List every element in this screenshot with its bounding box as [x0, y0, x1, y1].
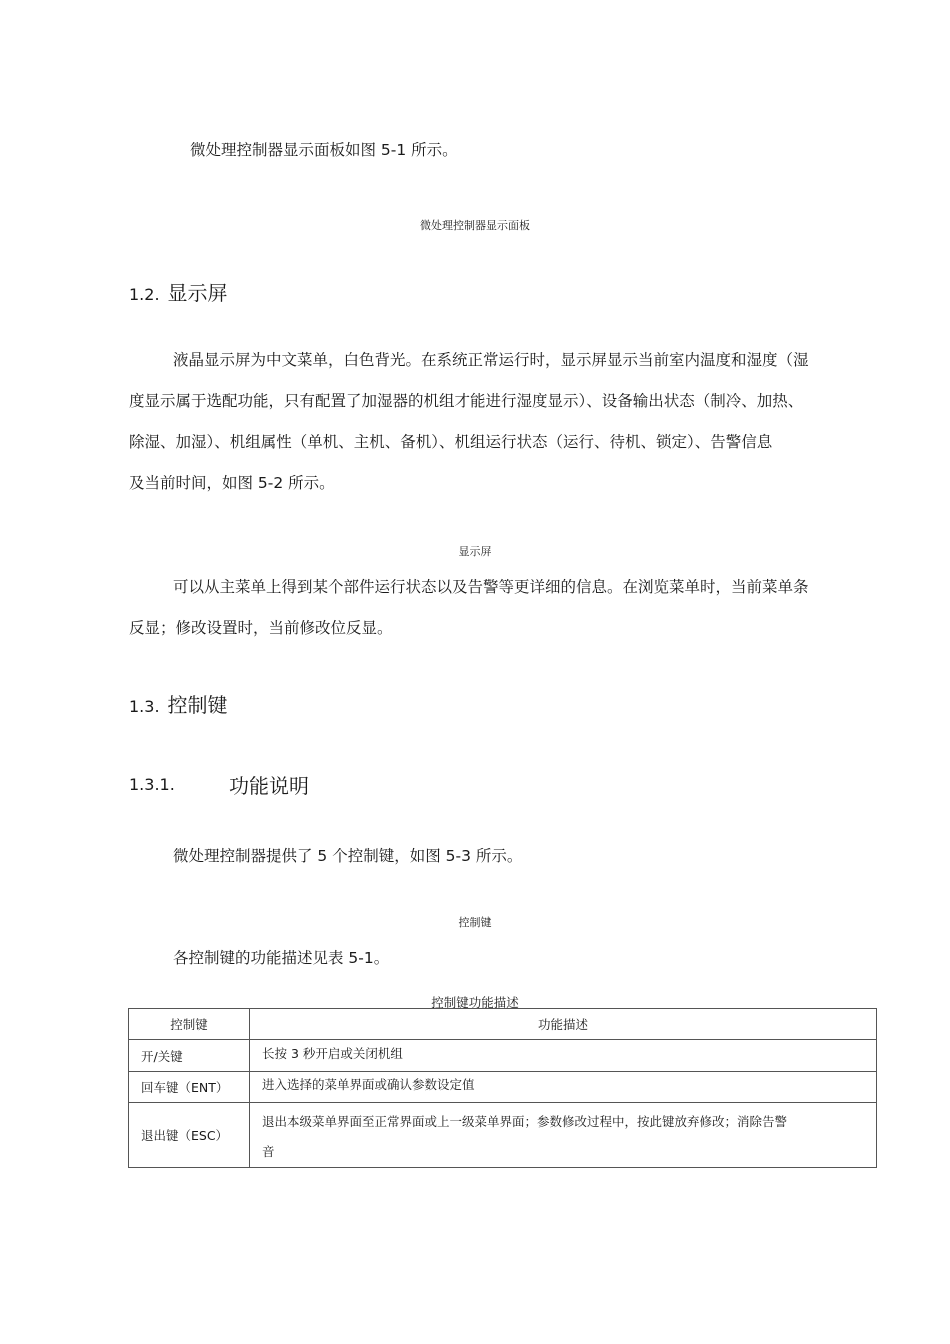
table-row — [129, 1103, 877, 1168]
table-cell-key: 退出键（ESC） — [129, 1103, 250, 1168]
table-reference-paragraph: 各控制键的功能描述见表 5-1。 — [173, 949, 390, 967]
table-row — [129, 1072, 877, 1103]
menu-paragraph — [129, 567, 889, 649]
subsection-title: 功能说明 — [229, 774, 309, 798]
table-cell-desc: 长按 3 秒开启或关闭机组 — [250, 1040, 877, 1072]
table-cell-key: 开/关键 — [129, 1040, 250, 1072]
section-title: 显示屏 — [167, 281, 228, 305]
paragraph-line: 及当前时间，如图 5-2 所示。 — [129, 474, 335, 492]
paragraph-line: 度显示属于选配功能，只有配置了加湿器的机组才能进行湿度显示）、设备输出状态（制冷、加热、 — [129, 392, 804, 410]
section-heading-display — [129, 277, 228, 306]
table-cell-key: 回车键（ENT） — [129, 1072, 250, 1103]
intro-paragraph: 微处理控制器显示面板如图 5-1 所示。 — [190, 141, 458, 159]
paragraph-line: 可以从主菜单上得到某个部件运行状态以及告警等更详细的信息。在浏览菜单时，当前菜单条 — [173, 578, 809, 596]
section-number: 1.2. — [129, 285, 160, 304]
desc-line: 音 — [262, 1144, 275, 1159]
subsection-number: 1.3.1. — [129, 775, 175, 794]
table-header-row — [129, 1009, 877, 1040]
figure-caption-keys: 控制键 — [458, 916, 492, 929]
figure-caption-screen: 显示屏 — [458, 545, 492, 558]
table-cell-desc — [250, 1103, 877, 1168]
table-caption: 控制键功能描述 — [431, 995, 519, 1010]
paragraph-line: 液晶显示屏为中文菜单，白色背光。在系统正常运行时，显示屏显示当前室内温度和湿度（湿 — [173, 351, 809, 369]
section-number: 1.3. — [129, 697, 160, 716]
keys-paragraph: 微处理控制器提供了 5 个控制键，如图 5-3 所示。 — [173, 847, 523, 865]
display-paragraph — [129, 340, 889, 504]
key-function-table — [128, 1008, 877, 1168]
table-header-cell: 功能描述 — [250, 1009, 877, 1040]
paragraph-line: 除湿、加湿）、机组属性（单机、主机、备机）、机组运行状态（运行、待机、锁定）、告警信息 — [129, 433, 773, 451]
table-cell-desc: 进入选择的菜单界面或确认参数设定值 — [250, 1072, 877, 1103]
section-heading-keys — [129, 689, 228, 718]
paragraph-line: 反显；修改设置时，当前修改位反显。 — [129, 619, 393, 637]
table-header-cell: 控制键 — [129, 1009, 250, 1040]
desc-line: 退出本级菜单界面至正常界面或上一级菜单界面；参数修改过程中，按此键放弃修改；消除告警 — [262, 1114, 788, 1129]
table-row — [129, 1040, 877, 1072]
section-title: 控制键 — [167, 693, 228, 717]
figure-caption-panel: 微处理控制器显示面板 — [420, 219, 530, 232]
